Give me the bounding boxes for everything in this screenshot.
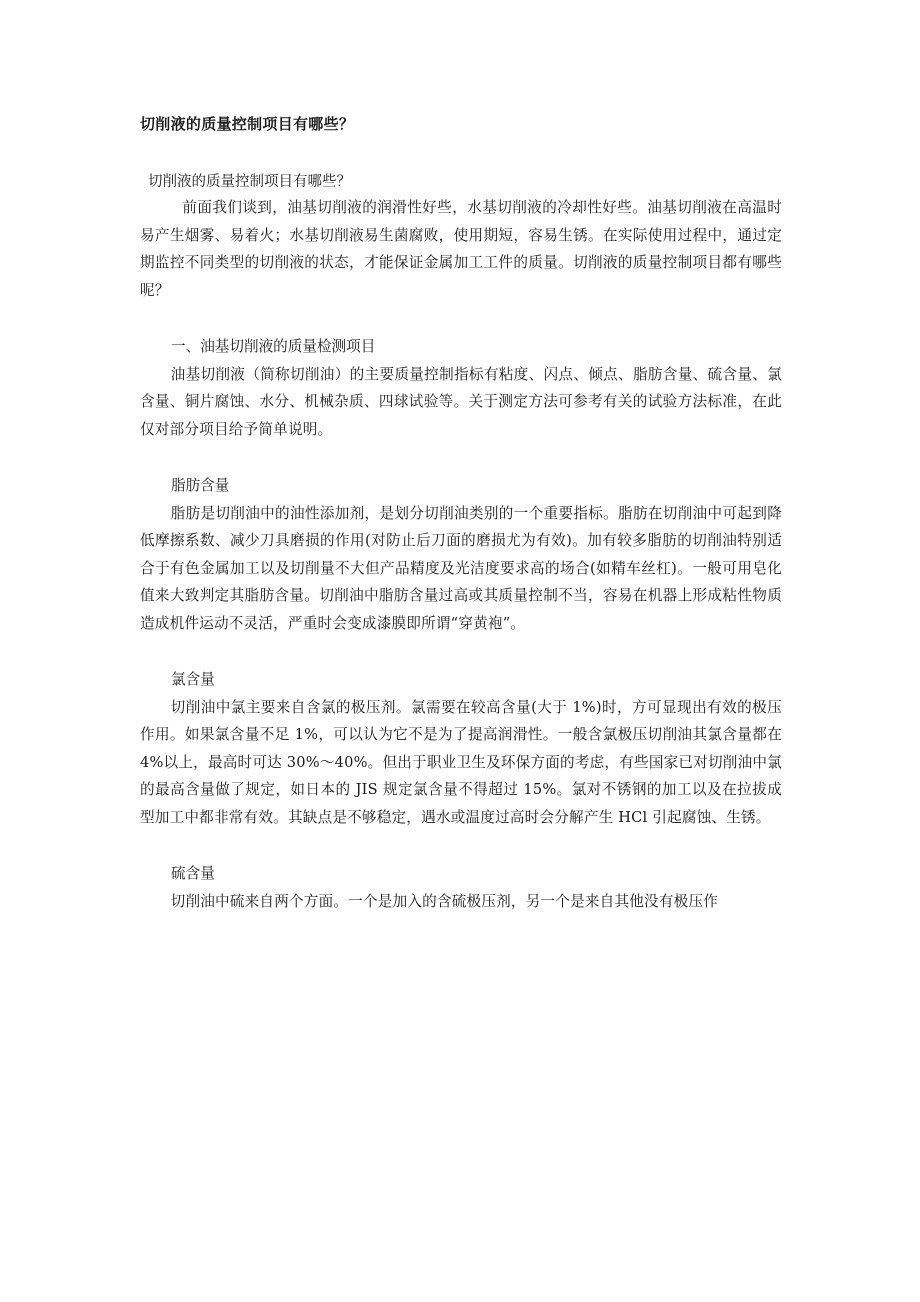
fat-content-paragraph: 脂肪是切削油中的油性添加剂，是划分切削油类别的一个重要指标。脂肪在切削油中可起到降低摩擦系数、减少刀具磨损的作用(对防止后刀面的磨损尤为有效)。加有较多脂肪的切削油特别适合于有色金属加工以及切削量不大但产品精度及光洁度要求高的场合(如精车丝杠)。一般可用皂化值来大致判定其脂肪含量。切削油中脂肪含量过高或其质量控制不当，容易在机器上形成粘性物质造成机件运动不灵活，严重时会变成漆膜即所谓“穿黄袍”。 bbox=[140, 504, 782, 632]
document-page bbox=[140, 112, 782, 915]
oil-based-paragraph: 油基切削液（简称切削油）的主要质量控制指标有粘度、闪点、倾点、脂肪含量、硫含量、氯含量、铜片腐蚀、水分、机械杂质、四球试验等。关于测定方法可参考有关的试验方法标准，在此仅对部分项目给予简单说明。 bbox=[140, 365, 782, 438]
subheading-chlorine-content: 氯含量 bbox=[171, 671, 215, 688]
subheading-sulfur-content: 硫含量 bbox=[171, 865, 215, 882]
chlorine-content-paragraph: 切削油中氯主要来自含氯的极压剂。氯需要在较高含量(大于 1%)时，方可显现出有效的极压作用。如果氯含量不足 1%，可以认为它不是为了提高润滑性。一般含氯极压切削油其氯含量都在 4%以上，最高时可达 30%～40%。但出于职业卫生及环保方面的考虑，有些国家已对切削油中氯的最高含量做了规定，如日本的 JIS 规定氯含量不得超过 15%。氯对不锈钢的加工以及在拉拔成型加工中都非常有效。其缺点是不够稳定，遇水或温度过高时会分解产生 HCl 引起腐蚀、生锈。 bbox=[140, 698, 782, 826]
page-title: 切削液的质量控制项目有哪些？ bbox=[140, 115, 355, 133]
section-heading-oil-based: 一、油基切削液的质量检测项目 bbox=[171, 338, 376, 355]
subheading-fat-content: 脂肪含量 bbox=[171, 477, 230, 494]
intro-paragraph: 前面我们谈到，油基切削液的润滑性好些，水基切削液的冷却性好些。油基切削液在高温时易产生烟雾、易着火；水基切削液易生菌腐败，使用期短，容易生锈。在实际使用过程中，通过定期监控不同类型的切削液的状态，才能保证金属加工工件的质量。切削液的质量控制项目都有哪些呢？ bbox=[140, 199, 782, 299]
page-subtitle: 切削液的质量控制项目有哪些？ bbox=[148, 174, 351, 190]
sulfur-content-paragraph: 切削油中硫来自两个方面。一个是加入的含硫极压剂，另一个是来自其他没有极压作 bbox=[170, 892, 719, 910]
